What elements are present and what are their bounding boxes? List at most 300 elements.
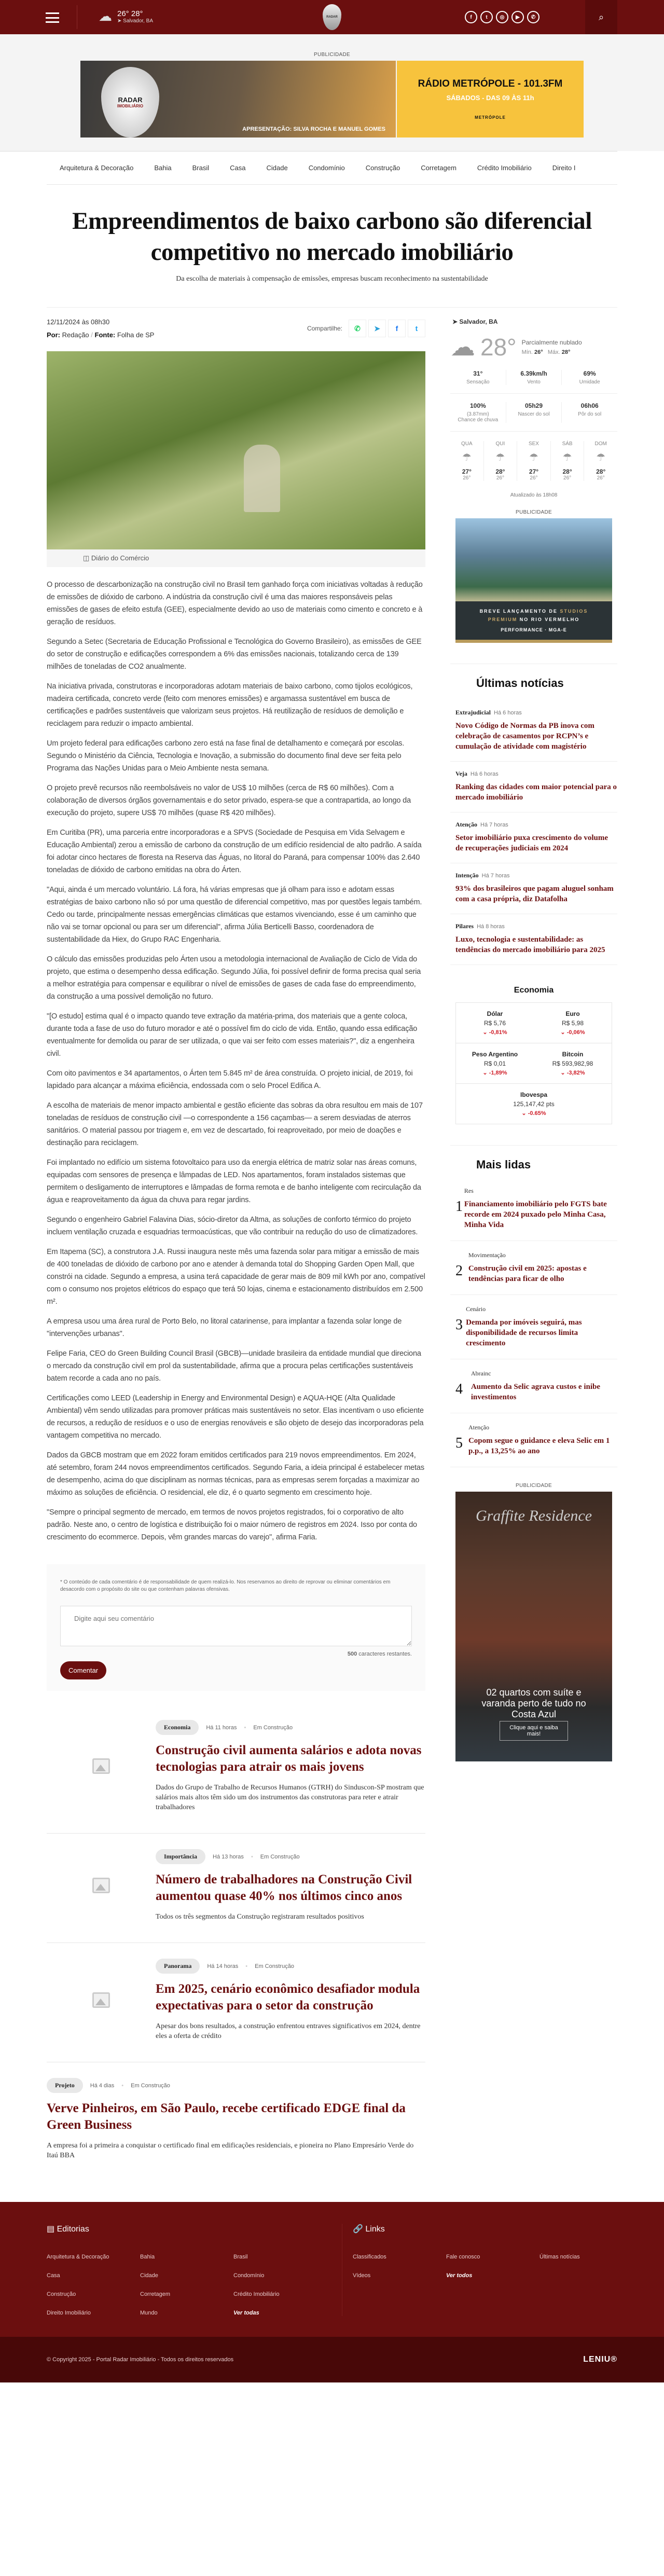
- sidebar-ad[interactable]: [450, 509, 617, 643]
- footer-editoria-link[interactable]: Casa: [47, 2272, 60, 2279]
- ad-radio-panel: [397, 61, 584, 137]
- image-caption: [47, 549, 425, 567]
- sidebar: [450, 318, 617, 2181]
- latest-news-item[interactable]: [450, 914, 617, 965]
- latest-news-item[interactable]: [450, 863, 617, 914]
- currency-cell: [456, 1051, 534, 1076]
- latest-title[interactable]: Luxo, tecnologia e sustentabilidade: as tendências do mercado imobiliário para 2025: [455, 935, 605, 954]
- currency-cell: [534, 1010, 612, 1036]
- forecast-day-name: SEX: [528, 441, 539, 447]
- currency-change: [456, 1110, 612, 1117]
- latest-meta: [455, 922, 617, 930]
- ad-brand: Graffite Residence: [475, 1507, 592, 1524]
- page-title: Empreendimentos de baixo carbono são diferencial competitivo no mercado imobiliário: [72, 208, 592, 266]
- most-read-item[interactable]: [450, 1413, 617, 1467]
- forecast-max: 28°: [596, 468, 606, 475]
- related-title[interactable]: Número de trabalhadores na Construção Civil aumentou quase 40% nos últimos cinco anos: [156, 1872, 412, 1903]
- comment-notice: * O conteúdo de cada comentário é de responsabilidade de quem realizá-lo. Nos reservamos ao direito de reprovar ou eliminar comentários em desacordo com o propósito do site ou que contenham palavras ofensivas.: [60, 1579, 391, 1592]
- related-article[interactable]: [47, 1704, 425, 1834]
- article-paragraph: Segundo o engenheiro Gabriel Falavina Dias, sócio-diretor da Altma, as soluções de conforto térmico do projeto incluem ventilação cruzada e esquadrias termoacústicas, que vão contribuir na redução do uso de climatizadores.: [47, 1216, 418, 1236]
- currency-change: [534, 1069, 612, 1076]
- forecast-day-name: QUA: [461, 441, 473, 447]
- image-placeholder-icon: [92, 1758, 110, 1774]
- forecast-min: 26°: [496, 475, 504, 481]
- dot-separator: •: [251, 1853, 253, 1860]
- facebook-share-icon[interactable]: f: [388, 320, 406, 337]
- article-paragraph: Segundo a Setec (Secretaria de Educação Profissional e Tecnológica do Governo Brasileiro), as emissões de GEE do setor de construção e edificações correspondem a 6% das emissões nacionais, totalizando cerca de 139 milhões de toneladas de CO2 anualmente.: [47, 638, 422, 671]
- ad-text: 02 quartos com suíte e varanda perto de tudo no Costa Azul: [481, 1687, 586, 1719]
- forecast-day: [584, 441, 617, 481]
- author-label: Por:: [47, 331, 60, 339]
- footer-link[interactable]: Últimas notícias: [540, 2254, 580, 2260]
- currency-name: Peso Argentino: [472, 1051, 518, 1058]
- related-title[interactable]: Em 2025, cenário econômico desafiador modula expectativas para o setor da construção: [156, 1982, 420, 2013]
- time: Há 6 horas: [494, 710, 522, 716]
- most-read-item[interactable]: [450, 1177, 617, 1241]
- article-paragraph: Na iniciativa privada, construtoras e incorporadoras adotam materiais de baixo carbono, como tijolos ecológicos, madeira certificada, concreto verde (feito com menores emissões) e argamassa sustentável em busca de certificações e padrões sustentáveis que valorizam seus projetos. Há reutilização de resíduos de demolição e reciclagem para reduzir o impacto ambiental.: [47, 682, 413, 728]
- currency-name: Ibovespa: [520, 1091, 548, 1098]
- article-paragraph: "Sempre o principal segmento de mercado, em termos de novos projetos registrados, foi o corporativo de alto padrão. Neste ano, o centro de logística e distribuição foi o maior número de registros em 2024. Isso por conta do crescimento do ecommerce. Depois, vêm grandes marcas do varejo", afirma Faria.: [47, 1508, 417, 1541]
- weather-updated: Atualizado às 18h08: [510, 492, 558, 498]
- location-arrow-icon: ➤: [117, 18, 122, 24]
- currency-change: [534, 1029, 612, 1036]
- nav-item[interactable]: Crédito Imobiliário: [477, 164, 532, 172]
- nav-item[interactable]: Cidade: [266, 164, 288, 172]
- most-read-content: [468, 1424, 617, 1456]
- related-article[interactable]: [47, 2062, 425, 2181]
- ad-banner[interactable]: [80, 61, 584, 137]
- related-articles: [47, 1704, 425, 2181]
- forecast-day: [484, 441, 518, 481]
- ad-brand: METRÓPOLE: [475, 115, 506, 120]
- currency-value: 125,147,42 pts: [513, 1100, 555, 1108]
- article-paragraph: A escolha de materiais de menor impacto ambiental e gestão eficiente das sobras da obra resultou em mais de 107 toneladas de resíduos de construção civil —o correspondente a 156 caçambas— a serem desviadas de aterros sanitários. O material passou por triagem e, em vez de descartado, foi reaproveitado, por meio de doações e destinação para reciclagem.: [47, 1101, 423, 1147]
- forecast-day-name: SÁB: [562, 441, 573, 447]
- share-label: Compartilhe:: [307, 325, 342, 332]
- top-ad: [0, 34, 664, 151]
- ad-brands: PERFORMANCE · MGA-E: [501, 627, 567, 632]
- article-paragraph: Em Curitiba (PR), uma parceria entre incorporadoras e a SPVS (Sociedade de Pesquisa em Vida Selvagem e Educação Ambiental) zerou a emissão de carbono da construção de um edifício residencial de alto padrão. A saída foi adotar cinco hectares de floresta na Reserva das Águas, no litoral do Paraná, para compensar 100% das 2.640 toneladas de dióxido de carbono emitidas na obra do Árten.: [47, 829, 422, 874]
- article-paragraph: Foi implantado no edifício um sistema fotovoltaico para uso da energia elétrica de matriz solar nas áreas comuns, equipadas com sensores de presença e lâmpadas de LED. Nos apartamentos, foram instalados sistemas que permitem o desligamento de interruptores e lâmpadas de forma remota e de banho inteligente com recirculação da água e reaproveitamento da água da chuva para regar jardins.: [47, 1159, 421, 1204]
- currency-value: R$ 5,76: [483, 1020, 506, 1027]
- stat-value: 100%: [469, 402, 486, 409]
- most-read-content: [466, 1305, 617, 1348]
- category-tag[interactable]: Importância: [156, 1849, 205, 1864]
- chevron-down-icon: ⌄: [482, 1029, 489, 1036]
- footer-editoria-link[interactable]: Direito Imobiliário: [47, 2310, 91, 2316]
- ad-image: [455, 1492, 612, 1761]
- currency-value: R$ 5,98: [561, 1020, 584, 1027]
- latest-meta: [455, 821, 617, 829]
- most-read-title[interactable]: Construção civil em 2025: apostas e tendências para ficar de olho: [468, 1264, 587, 1283]
- max-temp: 28°: [561, 349, 571, 355]
- header-weather: [99, 8, 153, 24]
- category-nav: [0, 151, 617, 184]
- weather-widget: [450, 318, 617, 498]
- change-value: -0,06%: [566, 1029, 585, 1036]
- time: Há 13 horas: [213, 1853, 244, 1860]
- forecast-day: [450, 441, 484, 481]
- category-tag: Atenção: [468, 1424, 489, 1431]
- twitter-icon[interactable]: t: [480, 11, 493, 23]
- footer-editoria-link[interactable]: Brasil: [233, 2254, 248, 2260]
- related-meta: [156, 1849, 425, 1864]
- weather-stat: [562, 370, 617, 385]
- min-label: Mín.: [521, 349, 533, 355]
- latest-meta: [455, 770, 617, 778]
- category-tag: Res: [464, 1187, 474, 1194]
- weather-stats: [450, 362, 617, 394]
- article-body: [47, 567, 425, 1544]
- related-meta: [156, 1720, 425, 1735]
- forecast-max: 28°: [562, 468, 572, 475]
- article-date: 12/11/2024 às 08h30: [47, 318, 110, 326]
- time: Há 6 horas: [470, 771, 499, 777]
- dot-separator: •: [244, 1724, 246, 1731]
- related-title[interactable]: Construção civil aumenta salários e adota novas tecnologias para atrair os mais jovens: [156, 1743, 422, 1774]
- currency-name: Dólar: [487, 1010, 503, 1017]
- most-read-title[interactable]: Copom segue o guidance e eleva Selic em 1 p.p., a 13,25% ao ano: [468, 1437, 610, 1455]
- most-read-content: [471, 1370, 617, 1402]
- stat-label: Vento: [527, 379, 541, 385]
- latest-title[interactable]: Ranking das cidades com maior potencial para o mercado imobiliário: [455, 783, 617, 802]
- latest-meta: [455, 872, 617, 879]
- rank-number: 1: [455, 1199, 463, 1215]
- stat-label: Sensação: [466, 379, 490, 385]
- change-value: -0.65%: [528, 1110, 546, 1117]
- footer-editoria-link[interactable]: Corretagem: [140, 2291, 171, 2297]
- forecast-max: 28°: [495, 468, 505, 475]
- article-paragraph: "[O estudo] estima qual é o impacto quando teve extração da matéria-prima, dos materiais que a gente coloca, durante toda a fase de uso do futuro morador e até o possível fim do ciclo de vida. Então, quando essa edificação eventualmente for demolida ou parar de ser utilizada, o que vai ser feito com esses materiais?", diz a engenheira civil.: [47, 1012, 418, 1058]
- stat-label: Nascer do sol: [518, 411, 550, 417]
- developer-logo[interactable]: LENIU®: [583, 2355, 617, 2364]
- time: Há 7 horas: [480, 822, 508, 828]
- most-read-title[interactable]: Financiamento imobiliário pelo FGTS bate recorde em 2024 puxado pelo Minha Casa, Minha Vida: [464, 1200, 607, 1229]
- author: Redação: [62, 331, 89, 339]
- category-tag: Pilares: [455, 922, 474, 930]
- category-tag: Abrainc: [471, 1370, 491, 1377]
- weather-location: Salvador, BA: [459, 318, 498, 325]
- weather-description: Parcialmente nublado: [521, 339, 582, 346]
- article-paragraph: O projeto prevê recursos não reembolsáveis no valor de US$ 10 milhões (cerca de R$ 60 milhões). Com a colaboração de diversos órgãos governamentais e do setor privado, espera-se que a contrapartida, ao longo da execução do projeto, supere US$ 70 milhões (quase R$ 420 milhões).: [47, 784, 411, 817]
- temp-max: 28°: [131, 9, 143, 18]
- share-bar: [307, 320, 425, 337]
- comment-submit-button[interactable]: Comentar: [60, 1661, 106, 1679]
- ad-text: BREVE LANÇAMENTO DE: [479, 609, 560, 614]
- nav-item[interactable]: Arquitetura & Decoração: [60, 164, 134, 172]
- article-hero-image: [47, 351, 425, 549]
- forecast-min: 26°: [597, 475, 605, 481]
- stat-label: Umidade: [579, 379, 600, 385]
- facebook-icon[interactable]: f: [465, 11, 477, 23]
- chevron-down-icon: ⌄: [560, 1029, 567, 1036]
- article-paragraph: O cálculo das emissões produzidas pelo Árten usou a metodologia internacional de Avaliação de Ciclo de Vida do projeto, que estima o desempenho dessa edificação. Segundo Júlia, foi possível definir de forma precisa qual seria a melhor estratégia para compensar e equilibrar o nível de emissões de gases de cada fase do empreendimento, da construção a uma possível demolição no futuro.: [47, 955, 421, 1001]
- site-logo[interactable]: [323, 4, 341, 30]
- forecast-day: [551, 441, 585, 481]
- related-meta: [47, 2078, 425, 2093]
- radar-logo: [101, 67, 159, 137]
- forecast-day: [517, 441, 551, 481]
- whatsapp-icon[interactable]: ✆: [527, 11, 540, 23]
- source-label: Fonte:: [94, 331, 116, 339]
- nav-item[interactable]: Condomínio: [308, 164, 345, 172]
- most-read-item[interactable]: [450, 1295, 617, 1359]
- chars-remaining-count: 500: [347, 1651, 357, 1657]
- related-title[interactable]: Verve Pinheiros, em São Paulo, recebe certificado EDGE final da Green Business: [47, 2101, 406, 2132]
- forecast-max: 27°: [529, 468, 539, 475]
- ad-label: PUBLICIDADE: [516, 1483, 552, 1489]
- nav-item[interactable]: Direito I: [552, 164, 576, 172]
- footer-see-all-editorias[interactable]: Ver todas: [233, 2310, 259, 2316]
- telegram-share-icon[interactable]: ➤: [368, 320, 386, 337]
- stat-label: Pôr do sol: [578, 411, 602, 417]
- header-location: Salvador, BA: [123, 18, 153, 24]
- temp-min: 26°: [117, 9, 129, 18]
- change-value: -1,89%: [489, 1070, 507, 1076]
- chevron-down-icon: ⌄: [521, 1110, 528, 1117]
- related-excerpt: Apesar dos bons resultados, a construção enfrentou entraves significativos em 2024, dentre eles a oferta de crédito: [156, 2022, 421, 2040]
- footer-editoria-link[interactable]: Arquitetura & Decoração: [47, 2254, 109, 2260]
- category-tag[interactable]: Panorama: [156, 1959, 200, 1974]
- stat-value: 06h06: [580, 402, 599, 409]
- site-header: [0, 0, 664, 34]
- category-tag: Intenção: [455, 872, 479, 879]
- latest-title[interactable]: Novo Código de Normas da PB inova com celebração de casamentos por RCPN’s e cumulação de atividade com magistério: [455, 722, 594, 751]
- forecast-day-name: DOM: [594, 441, 607, 447]
- rank-number: 4: [455, 1381, 463, 1397]
- rain-cloud-icon: ☂: [495, 452, 505, 463]
- currency-value: R$ 0,01: [483, 1060, 506, 1067]
- whatsapp-share-icon[interactable]: ✆: [349, 320, 366, 337]
- instagram-icon[interactable]: ◎: [496, 11, 508, 23]
- article-paragraph: Um projeto federal para edificações carbono zero está na fase final de detalhamento e começará por escolas. Segundo o Ministério da Ciência, Tecnologia e Inovação, a submissão do documento final deve ser feita pelo Programa das Nações Unidas para o Meio Ambiente nesta semana.: [47, 739, 405, 773]
- rain-cloud-icon: ☂: [596, 452, 606, 463]
- sidebar-ad-2[interactable]: [450, 1483, 617, 1761]
- image-placeholder-icon: [92, 1992, 110, 2008]
- ad-logo-sub: IMOBILIÁRIO: [117, 104, 144, 108]
- forecast-min: 26°: [563, 475, 572, 481]
- image-placeholder-icon: [92, 1878, 110, 1893]
- time: Há 4 dias: [90, 2082, 115, 2089]
- article-paragraph: O processo de descarbonização na construção civil no Brasil tem ganhado força com iniciativas voltadas à redução de emissões de dióxido de carbono. A indústria da construção civil é uma das maiores responsáveis pelas emissões de gases de efeito estufa (GEE), especialmente devido ao uso de materiais como cimento e concreto e à geração de resíduos.: [47, 581, 423, 626]
- weather-stat: [450, 402, 506, 423]
- thumbnail[interactable]: [47, 1959, 156, 2041]
- copyright: © Copyright 2025 - Portal Radar Imobiliário - Todos os direitos reservados: [47, 2357, 234, 2363]
- logo-text: RADAR: [326, 16, 338, 19]
- article-paragraph: Em Itapema (SC), a construtora J.A. Russi inaugura neste mês uma fazenda solar para mitigar a emissão de mais de 400 toneladas de dióxido de carbono por ano e atender à demanda total do Shopping Garden Open Mall, que constrói na cidade. Segundo a empresa, a usina terá capacidade de gerar mais de 809 mil kWh por ano, compatível com o consumo nos projetos elétricos do espaço que terá 50 lojas, cinema e estacionamento distribuídos em 2.500 m².: [47, 1248, 425, 1306]
- latest-news-title: Últimas notícias: [450, 664, 617, 690]
- chars-remaining-label: caracteres restantes.: [358, 1651, 412, 1657]
- ad-image: [455, 518, 612, 643]
- nav-item[interactable]: Bahia: [154, 164, 172, 172]
- twitter-share-icon[interactable]: t: [408, 320, 425, 337]
- stat-value: 05h29: [524, 402, 543, 409]
- currency-cell: [534, 1051, 612, 1076]
- category-tag: Movimentação: [468, 1251, 506, 1259]
- currency-cell: [456, 1010, 534, 1036]
- footer-editorias: [47, 2254, 342, 2316]
- footer-editoria-link[interactable]: Mundo: [140, 2310, 158, 2316]
- comment-form: [47, 1564, 425, 1691]
- chars-remaining: [60, 1651, 412, 1657]
- currency-name: Euro: [565, 1010, 580, 1017]
- currency-name: Bitcoin: [562, 1051, 584, 1058]
- footer-see-all-links[interactable]: Ver todos: [446, 2272, 473, 2279]
- article-paragraph: A empresa usou uma área rural de Porto Belo, no litoral catarinense, para implantar a fazenda solar longe de "intervenções urbanas".: [47, 1317, 402, 1338]
- weather-forecast: [450, 432, 617, 481]
- ad-label: PUBLICIDADE: [314, 52, 350, 58]
- rank-number: 2: [455, 1263, 463, 1279]
- section: Em Construção: [260, 1853, 300, 1860]
- time: Há 8 horas: [477, 924, 505, 930]
- rain-cloud-icon: ☂: [562, 452, 572, 463]
- currency-cell: [456, 1091, 612, 1117]
- thumbnail[interactable]: [47, 1849, 156, 1922]
- latest-title[interactable]: 93% dos brasileiros que pagam aluguel sonham com a casa própria, diz Datafolha: [455, 885, 614, 903]
- stat-sub: (3.87mm): [466, 411, 489, 417]
- related-content: [47, 2078, 425, 2160]
- nav-item[interactable]: Brasil: [192, 164, 210, 172]
- stat-value: 69%: [583, 370, 596, 377]
- category-tag: Extrajudicial: [455, 709, 491, 716]
- ad-text: PREMIUM: [488, 617, 518, 622]
- comment-input[interactable]: [60, 1606, 412, 1646]
- change-value: -3,82%: [566, 1070, 585, 1076]
- stat-value: 6.39km/h: [520, 370, 547, 377]
- forecast-day-name: QUI: [495, 441, 505, 447]
- cloud-icon: ☁: [450, 334, 475, 361]
- ad-label: PUBLICIDADE: [516, 509, 552, 515]
- article-header: [0, 185, 664, 283]
- max-label: Máx.: [547, 349, 560, 355]
- latest-news-item[interactable]: [450, 812, 617, 863]
- nav-item[interactable]: Corretagem: [421, 164, 457, 172]
- weather-stats-2: [450, 394, 617, 432]
- footer-link[interactable]: Vídeos: [353, 2272, 371, 2279]
- rain-cloud-icon: ☂: [462, 452, 472, 463]
- thumbnail[interactable]: [47, 1720, 156, 1812]
- currency-change: [456, 1069, 534, 1076]
- economy-title: Economia: [514, 986, 554, 995]
- most-read-item[interactable]: [450, 1359, 617, 1413]
- section: Em Construção: [131, 2082, 170, 2089]
- dot-separator: •: [121, 2082, 124, 2089]
- source: Folha de SP: [117, 331, 155, 339]
- ad-text: STUDIOS: [560, 609, 588, 614]
- ad-presenters: APRESENTAÇÃO: SILVA ROCHA E MANUEL GOMES: [242, 126, 385, 132]
- economy-row: [456, 1043, 612, 1084]
- forecast-min: 26°: [530, 475, 538, 481]
- economy-row: [456, 1003, 612, 1043]
- economy-row: [456, 1084, 612, 1124]
- footer-editoria-link[interactable]: Construção: [47, 2291, 76, 2297]
- economy-widget: [450, 986, 617, 1124]
- currency-value: R$ 593,982,98: [552, 1060, 593, 1067]
- footer-editoria-link[interactable]: Crédito Imobiliário: [233, 2291, 280, 2297]
- economy-grid: [455, 1002, 612, 1124]
- footer-editoria-link[interactable]: Condomínio: [233, 2272, 265, 2279]
- weather-stat: [506, 370, 562, 385]
- time: Há 7 horas: [481, 873, 510, 879]
- most-read-item[interactable]: [450, 1241, 617, 1295]
- min-temp: 26°: [534, 349, 543, 355]
- cloud-icon: ☁: [99, 8, 112, 24]
- latest-title[interactable]: Setor imobiliário puxa crescimento do volume de recuperações judiciais em 2024: [455, 834, 608, 852]
- chevron-down-icon: ⌄: [560, 1070, 567, 1076]
- forecast-max: 27°: [462, 468, 472, 475]
- current-temp: 28°: [480, 334, 517, 361]
- time: Há 14 horas: [207, 1963, 239, 1969]
- article-paragraph: Certificações como LEED (Leadership in Energy and Environmental Design) e AQUA-HQE (Alta Qualidade Ambiental) vêm sendo utilizadas para promover práticas mais sustentáveis no setor. Elas incentivam o uso eficiente de recursos, a redução de resíduos e o uso de energias renováveis e são objeto de desejo das incorporadoras pela vantagem competitiva no mercado.: [47, 1394, 424, 1440]
- related-excerpt: A empresa foi a primeira a conquistar o certificado final em edificações residenciais, e pioneira no Plano Empresário Verde do Itaú BBA: [47, 2142, 414, 2159]
- related-article[interactable]: [47, 1943, 425, 2062]
- most-read-list: [450, 1177, 617, 1467]
- footer-links-title: Links: [365, 2225, 385, 2234]
- stat-value: 31°: [473, 370, 483, 377]
- footer-editoria-link[interactable]: Cidade: [140, 2272, 158, 2279]
- related-excerpt: Todos os três segmentos da Construção registraram resultados positivos: [156, 1913, 364, 1921]
- category-tag[interactable]: Economia: [156, 1720, 199, 1735]
- ad-schedule: SÁBADOS - DAS 09 ÀS 11h: [446, 94, 534, 102]
- category-tag: Cenário: [466, 1305, 486, 1313]
- latest-news-item[interactable]: [450, 762, 617, 812]
- rain-cloud-icon: ☂: [529, 452, 538, 463]
- footer-links: [353, 2254, 633, 2279]
- most-read-title[interactable]: Aumento da Selic agrava custos e inibe investimentos: [471, 1383, 601, 1401]
- rank-number: 3: [455, 1317, 463, 1333]
- category-tag: Veja: [455, 770, 467, 777]
- related-content: [156, 1720, 425, 1812]
- search-icon[interactable]: ⌕: [585, 0, 617, 34]
- youtube-icon[interactable]: ▶: [511, 11, 524, 23]
- newspaper-icon: ▤: [47, 2225, 55, 2234]
- related-content: [156, 1959, 425, 2041]
- related-content: [156, 1849, 425, 1922]
- chevron-down-icon: ⌄: [482, 1070, 489, 1076]
- site-footer: [0, 2202, 664, 2382]
- social-links: [465, 11, 540, 23]
- most-read-title: Mais lidas: [450, 1145, 617, 1172]
- nav-item[interactable]: Construção: [365, 164, 400, 172]
- most-read-content: [468, 1251, 617, 1284]
- footer-link[interactable]: Classificados: [353, 2254, 386, 2260]
- latest-news-item[interactable]: [450, 700, 617, 762]
- ad-logo-text: RADAR: [118, 96, 143, 104]
- most-read-content: [464, 1187, 617, 1230]
- dot-separator: •: [245, 1963, 248, 1969]
- footer-editorias-title: Editorias: [57, 2225, 89, 2234]
- article-main: 12/11/2024 às 08h30 Por: Redação / Fonte: Folha de SP Compartilhe: ✆ ➤ f t ◫ Diário do Comércio O processo de descarbonização na construção civil no Brasil tem ganhado força com iniciativas voltadas à redução de emissões de dióxido de carbono. A indústria da construção civil é uma das maiores responsáveis pelas emissões de gases de efeito estufa (GEE), especialmente devido ao uso de materiais como cimento e concreto e à geração de resíduos. Segundo a Setec (Secretaria de Educação Profissional e Tecnológica do Governo Brasileiro), as emissões de GEE do setor de construção e edificações correspondem a 6% das emissões nacionais, totalizando cerca de 139 milhões de toneladas de CO2 anualmente. Na iniciativa privada, construtoras e incorporadoras adotam materiais de baixo carbono, como tijolos ecológicos, madeira certificada, concreto verde (feito com menores emissões) e argamassa sustentável em busca de certificações e padrões sustentáveis que valorizam seus projetos. Há reutilização de resíduos de demolição e reciclagem para reduzir o impacto ambiental. Um projeto federal para edificações carbono zero está na fase final de detalhamento e começará por escolas. Segundo o Ministério da Ciência, Tecnologia e Inovação, a submissão do documento final deve ser feita pelo Programa das Nações Unidas para o Meio Ambiente nesta semana. O projeto prevê recursos não reembolsáveis no valor de US$ 10 milhões (cerca de R$ 60 milhões). Com a colaboração de diversos órgãos governamentais e do setor privado, espera-se que a contrapartida, ao longo da execução do projeto, supere US$ 70 milhões (quase R$ 420 milhões). Em Curitiba (PR), uma parceria entre incorporadoras e a SPVS (Sociedade de Pesquisa em Vida Selvagem e Educação Ambiental) zerou a emissão de carbono da construção de um edifício residencial de alto padrão. A saída foi adotar cinco hectares de floresta na Reserva das Águas, no litoral do Paraná, para compensar 100% das 2.640 toneladas de dióxido de carbono emitidas na obra do Árten. "Aqui, ainda é um mercado voluntário. Lá fora, há várias empresas que já olham para isso e adotam essas estratégias de baixo carbono não só por uma questão de diferencial competitivo, mas por questões legais também. Cedo ou tarde, principalmente nessas emergências climáticas que estamos vivenciando, esse é um caminho que não vai se tornar opcional ou para ser um diferencial", afirma Júlia Berticelli Basso, coordenadora de sustentabilidade da Hiex, do Grupo RAC Engenharia. O cálculo das emissões produzidas pelo Árten usou a metodologia internacional de Avaliação de Ciclo de Vida do projeto, que estima o desempenho dessa edificação. Segundo Júlia, foi possível definir de forma precisa qual seria a melhor estratégia para compensar e equilibrar o nível de emissões de gases de cada fase do empreendimento, da construção a uma possível demolição no futuro. "[O estudo] estima qual é o impacto quando teve extração da matéria-prima, dos materiais que a gente coloca, durante toda a fase de uso do futuro morador e até o possível fim do ciclo de vida. Então, quando essa edificação eventualmente for demolida ou parar de ser utilizada, o que vai ser feito com esses materiais?", diz a engenheira civil. Com oito pavimentos e 34 apartamentos, o Árten tem 5.845 m² de área construída. O projeto inicial, de 2019, foi lapidado para alcançar a máxima eficiência, endossada com o selo Procel Edifica A. A escolha de materiais de menor impacto ambiental e gestão eficiente das sobras da obra resultou em mais de 107 toneladas de resíduos de construção civil —o correspondente a 156 caçambas— a serem desviadas de aterros sanitários. O material passou por triagem e, em vez de descartado, foi reaproveitado, por meio de doações e destinação para reciclagem. Foi implantado no edifício um sistema fotovoltaico para uso da energia elétrica de matriz solar nas áreas comuns, equipadas com sensores de presença e lâmpadas de LED. Nos apartamentos, foram instalados sistemas que permitem o desligamento de interruptores e lâmpadas de forma remota e de banho inteligente com recirculação da água e reaproveitamento da água da chuva para regar jardins. Segundo o engenheiro Gabriel Falavina Dias, sócio-diretor da Altma, as soluções de conforto térmico do projeto incluem ventilação cruzada e esquadrias termoacústicas, que vão contribuir na redução do uso de climatizadores. Em Itapema (SC), a construtora J.A. Russi inaugura neste mês uma fazenda solar para mitigar a emissão de mais de 400 toneladas de dióxido de carbono por ano e atender à demanda total do Shopping Garden Open Mall, que constrói na cidade. Segundo a empresa, a usina terá capacidade de gerar mais de 809 mil kWh por ano, compatível com o consumo nos projetos elétricos do espaço que terá 50 lojas, cinema e estacionamento distribuídos em 2.500 m². A empresa usou uma área rural de Porto Belo, no litoral catarinense, para implantar a fazenda solar longe de "intervenções urbanas". Felipe Faria, CEO do Green Building Council Brasil (GBCB)—unidade brasileira da entidade mundial que direciona o mercado da construção civil em prol da sustentabilidade, afirma que a procura pelas certificações sustentáveis batem recorde a cada ano no país. Certificações como LEED (Leadership in Energy and Environmental Design) e AQUA-HQE (Alta Qualidade Ambiental) vêm sendo utilizadas para promover práticas mais sustentáveis no setor. Elas incentivam o uso eficiente de recursos, a redução de resíduos e o uso de energias renováveis e são objeto de desejo das incorporadoras pela vantagem competitiva no mercado. Dados da GBCB mostram que em 2022 foram emitidos certificados para 219 novos empreendimentos. Em 2024, até setembro, foram 244 novos empreendimentos certificados. Segundo Faria, a ideia principal é estabelecer metas de desempenho, acima do que disciplinam as normas técnicas, para as empresas serem forçadas a maximizar ao máximo as soluções de eficiência. O residencial, ele diz, é o quarto segmento em crescimento hoje. "Sempre o principal segmento de mercado, em termos de novos projetos registrados, foi o corporativo de alto padrão. Neste ano, o centro de logística e distribuição foi o maior número de registros em 2024. Isso por conta do crescimento do ecommerce. Depois, vêm grandes marcas do varejo", afirma Faria. * O conteúdo de cada comentário é de responsabilidade de quem realizá-lo. Nos reservamos ao direito de reprovar ou eliminar comentários em desacordo com o propósito do site ou que contenham palavras ofensivas. Digite aqui seu comentário 500 caracteres restantes. Comentar Economia Há 11 horas • Em Construção Construção civil aumenta salários e adota novas tecnologias para atrair os mais jovens Dados do Grupo de Trabalho de Recursos Humanos (GTRH) do Sinduscon-SP mostram que salários mais altos têm sido um dos instrumentos das construtoras para reter e atrair trabalhadores Importância Há 13 horas • Em Construção Número de trabalhadores na Construção Civil aumentou quase 40% nos últimos cinco anos Todos os três segmentos da Construção registraram resultados positivos Panorama Há 14 horas • Em Construção Em 2025, cenário econômico desafiador modula expectativas para o setor da construção Apesar dos bons resultados, a construção enfrentou entraves significativos em 2024, dentre eles a oferta de crédito Projeto Há 4 dias • Em Construção Verve Pinheiros, em São Paulo, recebe certificado EDGE final da Green Business A empresa foi a primeira a conquistar o certificado final em edificações residenciais, e pioneira no Plano Empresário Verde do Itaú BBA: [47, 318, 425, 2181]
- menu-icon[interactable]: [46, 12, 59, 23]
- category-tag: Atenção: [455, 821, 477, 828]
- latest-meta: [455, 709, 617, 717]
- article-subtitle: Da escolha de materiais à compensação de emissões, empresas buscam reconhecimento na sustentabilidade: [176, 275, 488, 283]
- link-icon: 🔗: [353, 2225, 363, 2234]
- footer-editoria-link[interactable]: Bahia: [140, 2254, 155, 2260]
- article-paragraph: "Aqui, ainda é um mercado voluntário. Lá fora, há várias empresas que já olham para isso e adotam essas estratégias de baixo carbono não só por uma questão de diferencial competitivo, mas por questões legais também. Cedo ou tarde, principalmente nessas emergências climáticas que estamos vivenciando, esse é um caminho que não vai se tornar opcional ou para ser um diferencial", afirma Júlia Berticelli Basso, coordenadora de sustentabilidade da Hiex, do Grupo RAC Engenharia.: [47, 886, 422, 944]
- most-read-title[interactable]: Demanda por imóveis seguirá, mas disponibilidade de recursos limita crescimento: [466, 1318, 582, 1347]
- category-tag[interactable]: Projeto: [47, 2078, 83, 2093]
- nav-item[interactable]: Casa: [230, 164, 246, 172]
- article-paragraph: Dados da GBCB mostram que em 2022 foram emitidos certificados para 219 novos empreendimentos. Em 2024, até setembro, foram 244 novos empreendimentos certificados. Segundo Faria, a ideia principal é estabelecer metas de desempenho, acima do que disciplinam as normas técnicas, para as empresas serem forçadas a maximizar ao máximo as soluções de eficiência. O residencial, ele diz, é o quarto segmento em crescimento hoje.: [47, 1451, 424, 1497]
- related-meta: [156, 1959, 425, 1974]
- ad-radio: RÁDIO METRÓPOLE - 101.3FM: [418, 78, 563, 89]
- currency-change: [456, 1029, 534, 1036]
- footer-link[interactable]: Fale conosco: [446, 2254, 480, 2260]
- related-excerpt: Dados do Grupo de Trabalho de Recursos Humanos (GTRH) do Sinduscon-SP mostram que salários mais altos têm sido um dos instrumentos das construtoras para reter e atrair trabalhadores: [156, 1784, 424, 1811]
- ad-cta-button[interactable]: Clique aqui e saiba mais!: [500, 1721, 568, 1741]
- related-article[interactable]: [47, 1834, 425, 1943]
